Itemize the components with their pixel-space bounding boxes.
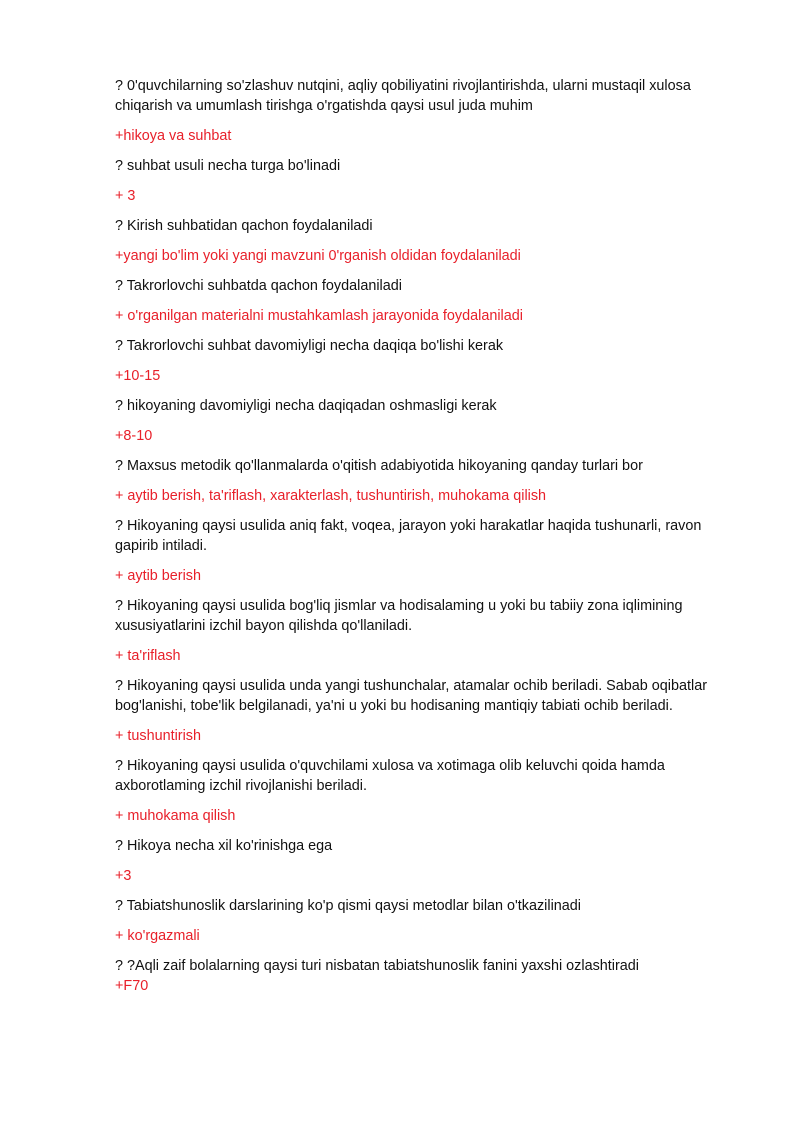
question-text: ? suhbat usuli necha turga bo'linadi (115, 158, 341, 174)
answer-text: +hikoya va suhbat (115, 128, 232, 144)
answer-text: + ko'rgazmali (115, 928, 200, 944)
question-text: ? Tabiatshunoslik darslarining ko'p qismi qaysi metodlar bilan o'tkazilinadi (115, 898, 581, 914)
answer-text: +10-15 (115, 368, 161, 384)
question-text: ? Hikoya necha xil ko'rinishga ega (115, 838, 333, 854)
answer-text: + 3 (115, 188, 136, 204)
answer-text: +F70 (115, 978, 149, 994)
question-text: ? Takrorlovchi suhbat davomiyligi necha daqiqa bo'lishi kerak (115, 338, 504, 354)
question-answer-list (115, 76, 725, 1006)
answer-text: + muhokama qilish (115, 808, 236, 824)
answer-text: + tushuntirish (115, 728, 201, 744)
answer-text: +yangi bo'lim yoki yangi mavzuni 0'rganish oldidan foydalaniladi (115, 248, 521, 264)
answer-text: +3 (115, 868, 132, 884)
question-text: ? Hikoyaning qaysi usulida bog'liq jismlar va hodisalaming u yoki bu tabiiy zona iqlimining xususiyatlarini izchil bayon qilishda qo'llaniladi. (115, 598, 683, 634)
question-text: ? ?Aqli zaif bolalarning qaysi turi nisbatan tabiatshunoslik fanini yaxshi ozlashtiradi (115, 958, 639, 974)
question-text: ? 0'quvchilarning so'zlashuv nutqini, aqliy qobiliyatini rivojlantirishda, ularni mustaqil xulosa chiqarish va umumlash tirishga o'rgatishda qaysi usul juda muhim (115, 78, 691, 114)
answer-text: + o'rganilgan materialni mustahkamlash jarayonida foydalaniladi (115, 308, 523, 324)
question-text: ? Hikoyaning qaysi usulida aniq fakt, voqea, jarayon yoki harakatlar haqida tushunarli, ravon gapirib intiladi. (115, 518, 702, 554)
answer-text: +8-10 (115, 428, 153, 444)
answer-text: + aytib berish (115, 568, 201, 584)
question-text: ? Hikoyaning qaysi usulida unda yangi tushunchalar, atamalar ochib beriladi. Sabab oqibatlar bog'lanishi, tobe'lik belgilanadi, ya'ni u yoki bu hodisaning mantiqiy tabiati ochib beriladi. (115, 678, 707, 714)
question-text: ? Kirish suhbatidan qachon foydalaniladi (115, 218, 373, 234)
answer-text: + aytib berish, ta'riflash, xarakterlash, tushuntirish, muhokama qilish (115, 488, 547, 504)
question-text: ? Hikoyaning qaysi usulida o'quvchilami xulosa va xotimaga olib keluvchi qoida hamda axborotlaming izchil rivojlanishi beriladi. (115, 758, 665, 794)
question-text: ? Takrorlovchi suhbatda qachon foydalaniladi (115, 278, 402, 294)
answer-text: + ta'riflash (115, 648, 181, 664)
question-text: ? Maxsus metodik qo'llanmalarda o'qitish adabiyotida hikoyaning qanday turlari bor (115, 458, 643, 474)
question-text: ? hikoyaning davomiyligi necha daqiqadan oshmasligi kerak (115, 398, 497, 414)
